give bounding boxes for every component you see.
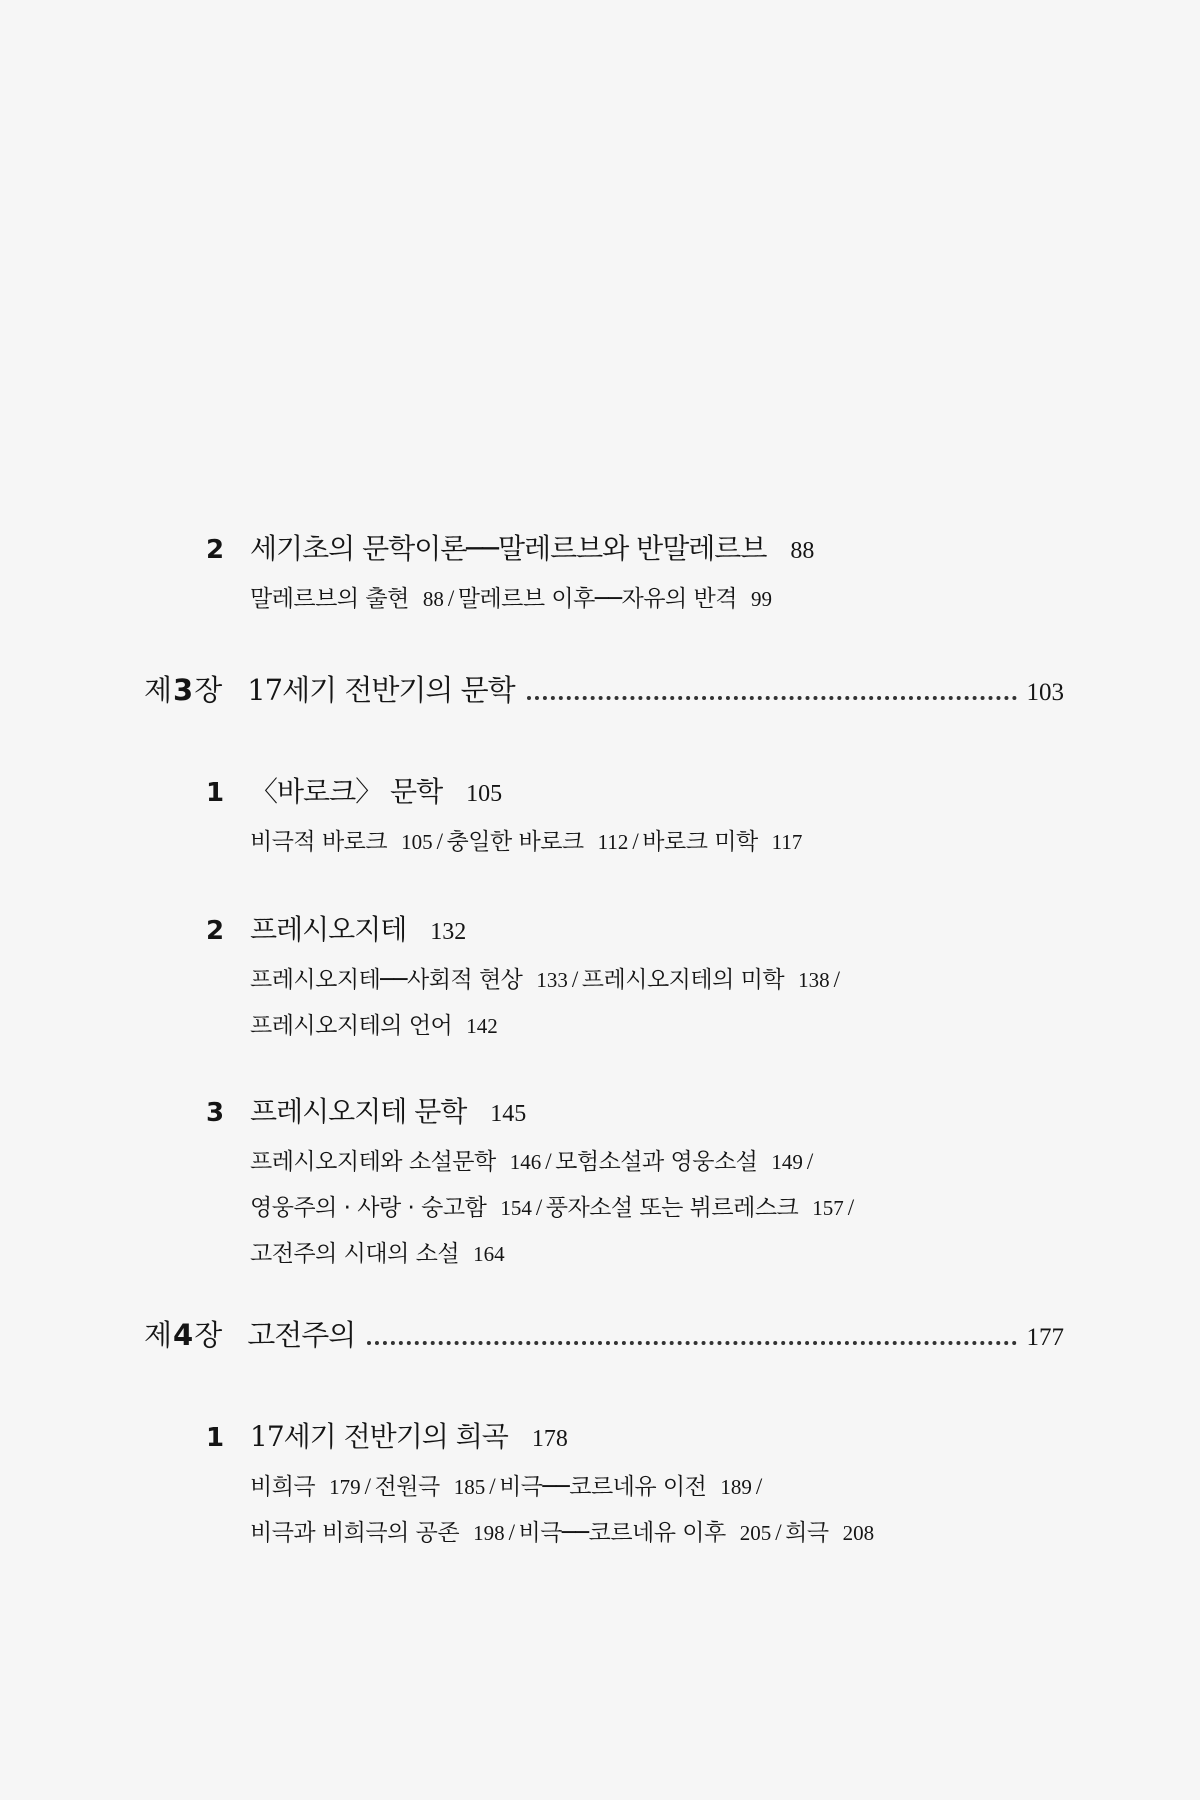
chapter-page-number: 177: [1026, 1324, 1064, 1351]
toc-detail-line: [250, 823, 802, 856]
chapter-label: 제3장: [144, 673, 222, 707]
detail-text: 말레르브 이후──자유의 반격: [457, 586, 737, 612]
detail-page-number: 157: [812, 1196, 844, 1220]
detail-text: 모험소설과 영웅소설: [555, 1149, 758, 1175]
detail-page-number: 99: [750, 587, 772, 611]
detail-page-number: 205: [739, 1521, 772, 1545]
detail-page-number: 198: [473, 1521, 505, 1545]
toc-detail-line: [250, 580, 772, 613]
detail-text: 비극적 바로크: [250, 829, 388, 855]
section-number: 3: [206, 1098, 225, 1128]
detail-page-number: 164: [473, 1242, 505, 1266]
detail-page-number: 185: [453, 1475, 486, 1499]
detail-page-number: 154: [500, 1196, 532, 1220]
separator: /: [775, 1520, 782, 1545]
section-page-number: 145: [490, 1101, 527, 1127]
toc-chapter-entry: [144, 668, 1064, 709]
detail-page-number: 146: [509, 1150, 542, 1174]
separator: /: [847, 1195, 854, 1220]
section-number: 2: [206, 535, 225, 565]
detail-text: 비극──코르네유 이후: [518, 1520, 726, 1546]
detail-text: 비극──코르네유 이전: [499, 1474, 707, 1500]
toc-detail-line: [250, 1007, 498, 1040]
separator: /: [364, 1474, 371, 1499]
toc-section-entry: [206, 527, 814, 567]
chapter-label: 제4장: [144, 1318, 222, 1352]
section-title: 프레시오지테 문학: [250, 1095, 467, 1128]
detail-page-number: 133: [536, 968, 568, 992]
detail-text: 비극과 비희극의 공존: [250, 1520, 460, 1546]
toc-section-entry: [206, 770, 502, 810]
detail-text: 희극: [785, 1520, 829, 1546]
detail-page-number: 208: [842, 1521, 875, 1545]
detail-text: 프레시오지테──사회적 현상: [250, 967, 523, 993]
separator: /: [833, 967, 840, 992]
section-title: 17세기 전반기의 희곡: [250, 1420, 508, 1453]
section-title: 프레시오지테: [250, 913, 407, 946]
detail-text: 프레시오지테와 소설문학: [250, 1149, 496, 1175]
detail-page-number: 179: [329, 1475, 361, 1499]
separator: /: [436, 829, 443, 854]
separator: /: [489, 1474, 496, 1499]
detail-text: 프레시오지테의 미학: [581, 967, 785, 993]
section-page-number: 132: [430, 919, 467, 945]
section-page-number: 88: [790, 538, 815, 564]
separator: /: [571, 967, 578, 992]
chapter-number: 4: [173, 1318, 193, 1352]
detail-page-number: 189: [720, 1475, 752, 1499]
separator: /: [447, 586, 454, 611]
chapter-page-number: 103: [1026, 679, 1064, 706]
detail-text: 비희극: [250, 1474, 316, 1500]
detail-text: 충일한 바로크: [446, 829, 584, 855]
detail-text: 풍자소설 또는 뷔르레스크: [545, 1195, 799, 1221]
toc-chapter-entry: [144, 1313, 1064, 1354]
separator: /: [545, 1149, 552, 1174]
detail-page-number: 149: [771, 1150, 803, 1174]
toc-detail-line: [250, 1189, 858, 1222]
detail-page-number: 117: [771, 830, 803, 854]
section-number: 2: [206, 916, 225, 946]
detail-text: 말레르브의 출현: [250, 586, 409, 612]
section-number: 1: [206, 1423, 225, 1453]
section-number: 1: [206, 778, 225, 808]
detail-text: 프레시오지테의 언어: [250, 1013, 453, 1039]
separator: /: [755, 1474, 762, 1499]
dot-leader: [367, 1341, 1016, 1345]
detail-text: 전원극: [374, 1474, 440, 1500]
toc-section-entry: [206, 1090, 526, 1130]
detail-page-number: 105: [401, 830, 433, 854]
section-title: 세기초의 문학이론──말레르브와 반말레르브: [250, 532, 767, 565]
chapter-title: 17세기 전반기의 문학: [247, 673, 515, 707]
separator: /: [535, 1195, 542, 1220]
toc-detail-line: [250, 1143, 817, 1176]
toc-detail-line: [250, 1514, 874, 1547]
dot-leader: [527, 696, 1017, 700]
chapter-number: 3: [173, 673, 193, 707]
detail-page-number: 112: [597, 830, 629, 854]
detail-page-number: 88: [422, 587, 444, 611]
toc-detail-line: [250, 1235, 505, 1268]
detail-text: 고전주의 시대의 소설: [250, 1241, 460, 1267]
section-page-number: 105: [466, 781, 503, 807]
separator: /: [806, 1149, 813, 1174]
toc-section-entry: [206, 1415, 568, 1455]
separator: /: [508, 1520, 515, 1545]
section-page-number: 178: [531, 1426, 568, 1452]
detail-text: 바로크 미학: [642, 829, 758, 855]
section-title: 〈바로크〉 문학: [250, 775, 443, 808]
toc-detail-line: [250, 961, 843, 994]
chapter-title: 고전주의: [247, 1318, 356, 1352]
separator: /: [632, 829, 639, 854]
detail-page-number: 138: [798, 968, 830, 992]
toc-section-entry: [206, 908, 466, 948]
toc-detail-line: [250, 1468, 766, 1501]
detail-page-number: 142: [466, 1014, 498, 1038]
detail-text: 영웅주의 · 사랑 · 숭고함: [250, 1195, 487, 1221]
